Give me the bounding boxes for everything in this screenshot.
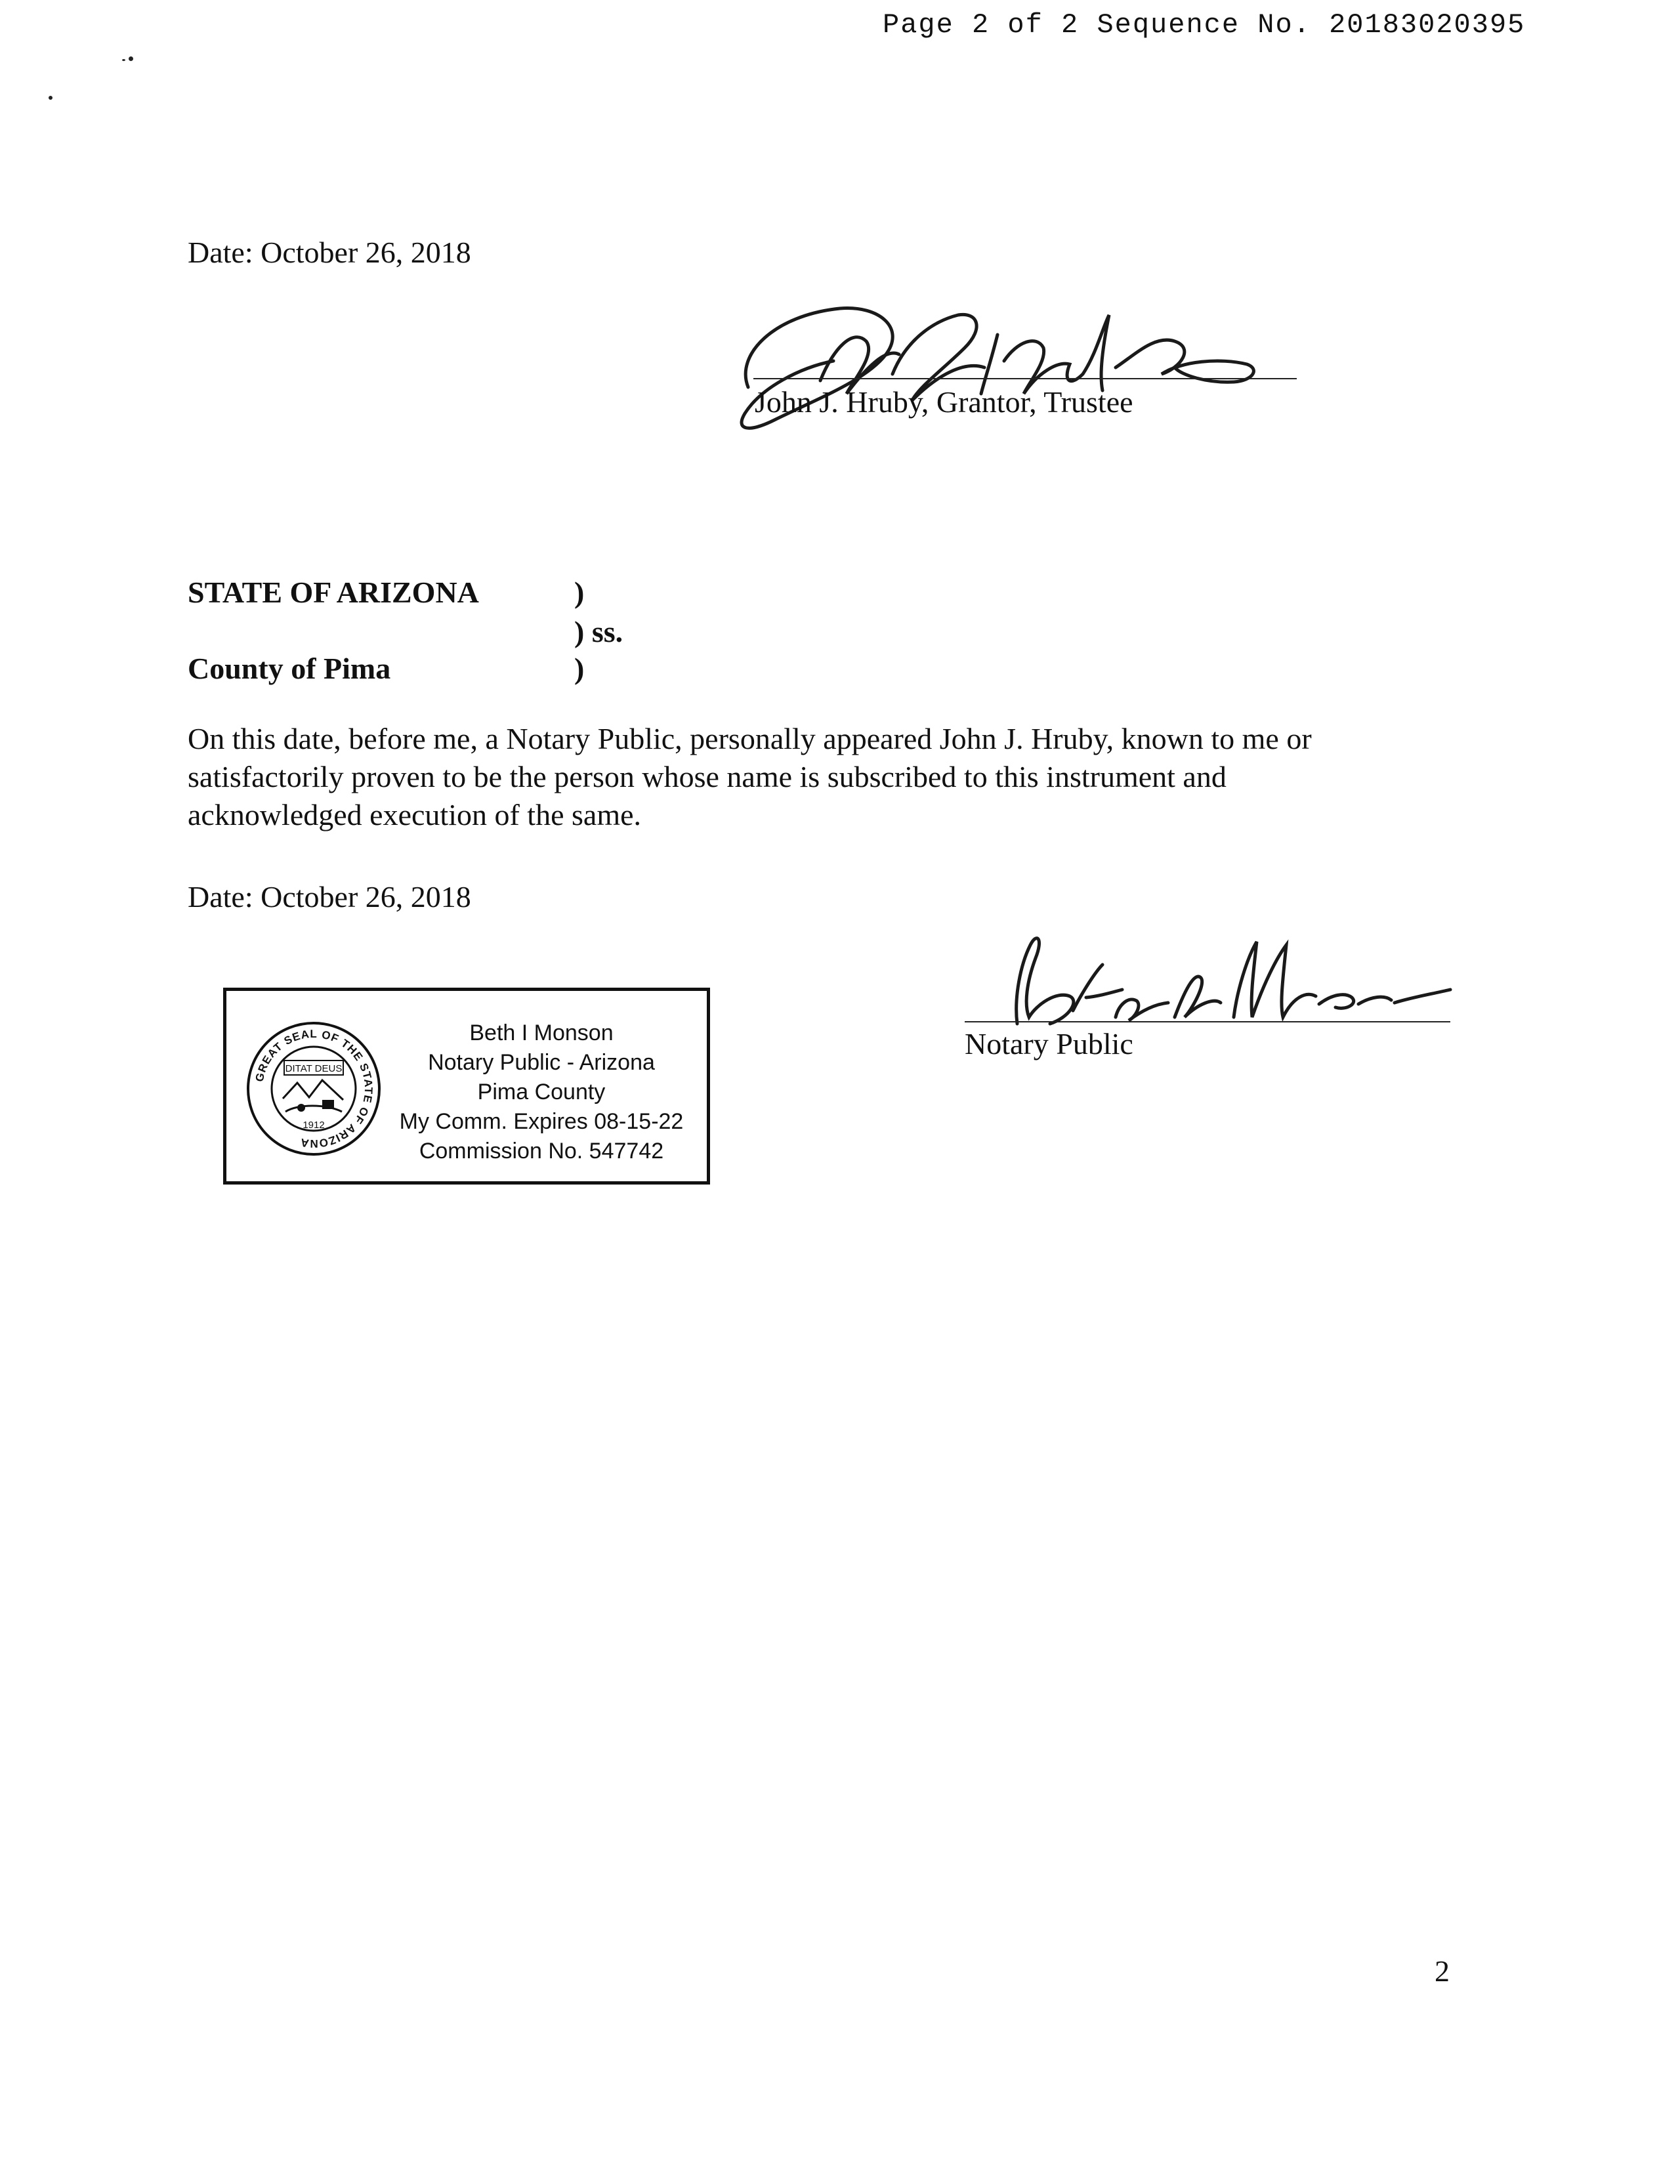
notary-signature-block: [958, 919, 1457, 1076]
arizona-state-seal: [245, 1020, 383, 1158]
seal-motto: DITAT DEUS: [285, 1063, 343, 1074]
acknowledgment-line: satisfactorily proven to be the person whose name is subscribed to this instrument and: [188, 760, 1227, 793]
acknowledgment-line: acknowledged execution of the same.: [188, 798, 642, 831]
grantor-signature-caption: John J. Hruby, Grantor, Trustee: [755, 385, 1133, 419]
venue-paren-top: ): [574, 576, 585, 609]
seal-year: 1912: [303, 1120, 325, 1131]
notary-date: Date: October 26, 2018: [188, 880, 471, 914]
notary-stamp: [223, 988, 710, 1185]
grantor-signature-line: [753, 378, 1297, 379]
commission-number: Commission No. 547742: [419, 1139, 664, 1164]
notary-county: Pima County: [477, 1080, 606, 1104]
seal-ring-text: GREAT SEAL OF THE STATE OF ARIZONA: [253, 1027, 375, 1150]
scan-speck: [122, 59, 125, 61]
county-label: County of Pima: [188, 652, 391, 685]
scan-speck: [129, 56, 133, 61]
notary-signature: [958, 919, 1457, 1030]
stamp-text-block: [377, 1018, 705, 1166]
grantor-signature-block: [722, 289, 1299, 446]
acknowledgment-body: [188, 720, 1500, 834]
page-number: 2: [1435, 1954, 1450, 1988]
commission-expiry: My Comm. Expires 08-15-22: [399, 1109, 684, 1134]
grantor-date: Date: October 26, 2018: [188, 236, 471, 269]
notary-title: Notary Public - Arizona: [428, 1050, 655, 1075]
ss-label: ) ss.: [574, 615, 623, 648]
page-sequence-header: Page 2 of 2 Sequence No. 20183020395: [883, 9, 1526, 41]
state-label: STATE OF ARIZONA: [188, 576, 479, 609]
scan-speck: [49, 96, 52, 100]
notary-signature-caption: Notary Public: [965, 1027, 1133, 1060]
notary-name: Beth I Monson: [469, 1020, 614, 1045]
venue-paren-bottom: ): [574, 652, 585, 685]
acknowledgment-line: On this date, before me, a Notary Public, personally appeared John J. Hruby, known to me or: [188, 722, 1312, 755]
notary-signature-line: [965, 1021, 1450, 1022]
grantor-signature: [722, 289, 1299, 446]
